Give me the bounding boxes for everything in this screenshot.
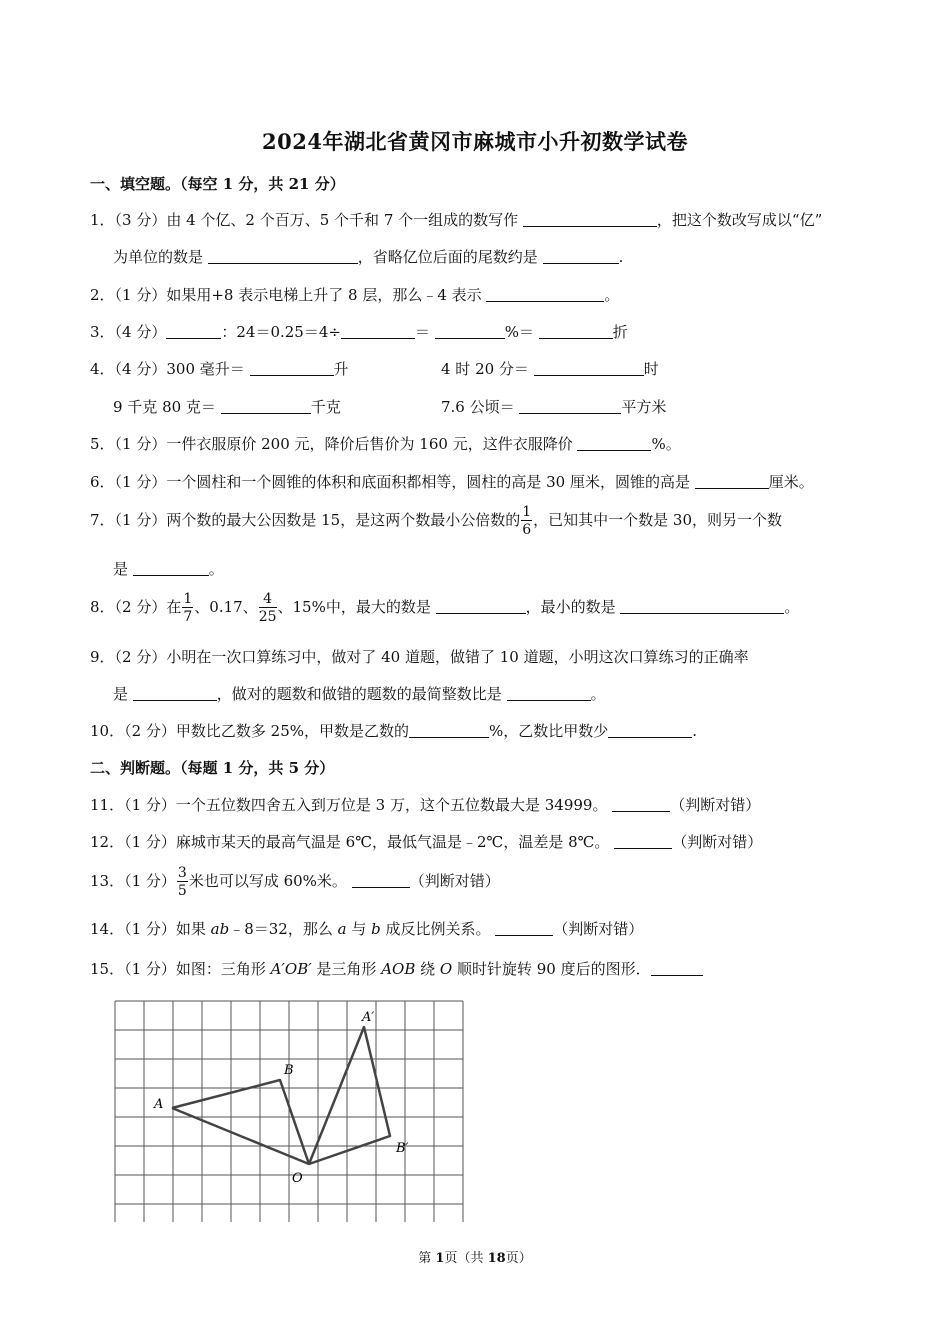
triangle-aob-edges bbox=[172, 1080, 309, 1164]
question-3: 3．（4 分） ：24＝0.25＝4÷ ＝ %＝ 折 bbox=[90, 323, 628, 341]
question-7: 7．（1 分）两个数的最大公因数是 15，是这两个数最小公倍数的 $\frac{1}{6}$ ，已知其中一个数是 30，则另一个数 bbox=[90, 504, 782, 538]
fraction: $\frac{1}{7}$ bbox=[183, 591, 193, 625]
answer-blank[interactable] bbox=[409, 723, 489, 738]
page-footer: 第 1页（共 18页） bbox=[418, 1251, 532, 1266]
page-title: 2024年湖北省黄冈市麻城市小升初数学试卷 bbox=[262, 129, 688, 154]
label-b-prime: B′ bbox=[396, 1141, 409, 1156]
question-15: 15．（1 分）如图：三角形 A′OB′ 是三角形 AOB 绕 O 顺时针旋转 90 度后的图形． bbox=[90, 958, 703, 979]
fraction: $\frac{1}{6}$ bbox=[522, 504, 532, 538]
question-7-cont: 是 。 bbox=[113, 560, 224, 578]
question-6: 6．（1 分）一个圆柱和一个圆锥的体积和底面积都相等，圆柱的高是 30 厘米，圆锥的高是 厘米。 bbox=[90, 473, 814, 491]
answer-blank[interactable] bbox=[695, 474, 769, 489]
label-a: A bbox=[154, 1097, 164, 1112]
question-4: 4．（4 分）300 毫升＝ 升 bbox=[90, 360, 349, 378]
question-9: 9．（2 分）小明在一次口算练习中，做对了 40 道题，做错了 10 道题，小明这次口算练习的正确率 bbox=[90, 648, 749, 666]
answer-blank[interactable] bbox=[495, 921, 553, 936]
question-12: 12．（1 分）麻城市某天的最高气温是 6℃，最低气温是﹣2℃，温差是 8℃。 （判断对错） bbox=[90, 833, 763, 851]
answer-blank[interactable] bbox=[577, 436, 651, 451]
question-5: 5．（1 分）一件衣服原价 200 元，降价后售价为 160 元，这件衣服降价 %。 bbox=[90, 435, 681, 453]
answer-blank[interactable] bbox=[133, 686, 217, 701]
question-4-d: 7.6 公顷＝ 平方米 bbox=[441, 398, 667, 416]
grid bbox=[115, 1001, 463, 1222]
question-9-cont: 是 ，做对的题数和做错的题数的最简整数比是 。 bbox=[113, 685, 606, 703]
answer-blank[interactable] bbox=[539, 324, 613, 339]
question-10: 10．（2 分）甲数比乙数多 25%，甲数是乙数的 %，乙数比甲数少 . bbox=[90, 722, 698, 740]
rotation-figure bbox=[112, 996, 474, 1222]
question-4-c: 9 千克 80 克＝ 千克 bbox=[113, 398, 341, 416]
question-4-b: 4 时 20 分＝ 时 bbox=[441, 360, 659, 378]
label-o: O bbox=[292, 1171, 303, 1186]
question-8: 8．（2 分）在 $\frac{1}{7}$ 、0.17、 $\frac{4}{25}$ 、15%中，最大的数是 ，最小的数是 。 bbox=[90, 591, 800, 625]
answer-blank[interactable] bbox=[519, 399, 621, 414]
question-14: 14．（1 分）如果 ab﹣8＝32，那么 a 与 b 成反比例关系。 （判断对错） bbox=[90, 920, 644, 938]
question-1-cont: 为单位的数是 ，省略亿位后面的尾数约是 . bbox=[113, 248, 624, 266]
answer-blank[interactable] bbox=[166, 324, 221, 339]
answer-blank[interactable] bbox=[341, 324, 415, 339]
answer-blank[interactable] bbox=[620, 599, 784, 614]
answer-blank[interactable] bbox=[507, 686, 591, 701]
answer-blank[interactable] bbox=[651, 961, 703, 976]
answer-blank[interactable] bbox=[534, 361, 644, 376]
question-11: 11．（1 分）一个五位数四舍五入到万位是 3 万，这个五位数最大是 34999。 （判断对错） bbox=[90, 796, 761, 814]
answer-blank[interactable] bbox=[608, 723, 692, 738]
question-13: 13．（1 分） $\frac{3}{5}$ 米也可以写成 60%米。 （判断对错） bbox=[90, 865, 500, 899]
fraction: $\frac{4}{25}$ bbox=[258, 591, 277, 625]
question-1: 1．（3 分）由 4 个亿、2 个百万、5 个千和 7 个一组成的数写作 ，把这个数改写成以“亿” bbox=[90, 211, 823, 229]
section-fill-in: 一、填空题。（每空 1 分，共 21 分） bbox=[90, 175, 345, 193]
answer-blank[interactable] bbox=[250, 361, 334, 376]
triangle-a2ob2-edges bbox=[309, 1027, 390, 1164]
answer-blank[interactable] bbox=[221, 399, 311, 414]
answer-blank[interactable] bbox=[352, 873, 410, 888]
answer-blank[interactable] bbox=[208, 249, 358, 264]
triangle-a2ob2 bbox=[309, 1027, 390, 1164]
answer-blank[interactable] bbox=[435, 324, 505, 339]
label-a-prime: A′ bbox=[362, 1010, 375, 1025]
question-2: 2．（1 分）如果用+8 表示电梯上升了 8 层，那么﹣4 表示 。 bbox=[90, 286, 620, 304]
answer-blank[interactable] bbox=[133, 561, 209, 576]
answer-blank[interactable] bbox=[612, 797, 670, 812]
answer-blank[interactable] bbox=[543, 249, 619, 264]
answer-blank[interactable] bbox=[486, 287, 604, 302]
triangle-aob bbox=[172, 1080, 309, 1164]
answer-blank[interactable] bbox=[614, 834, 672, 849]
answer-blank[interactable] bbox=[523, 212, 657, 227]
answer-blank[interactable] bbox=[436, 599, 526, 614]
section-judge: 二、判断题。（每题 1 分，共 5 分） bbox=[90, 759, 335, 777]
fraction: $\frac{3}{5}$ bbox=[177, 865, 187, 899]
label-b: B bbox=[284, 1063, 294, 1078]
